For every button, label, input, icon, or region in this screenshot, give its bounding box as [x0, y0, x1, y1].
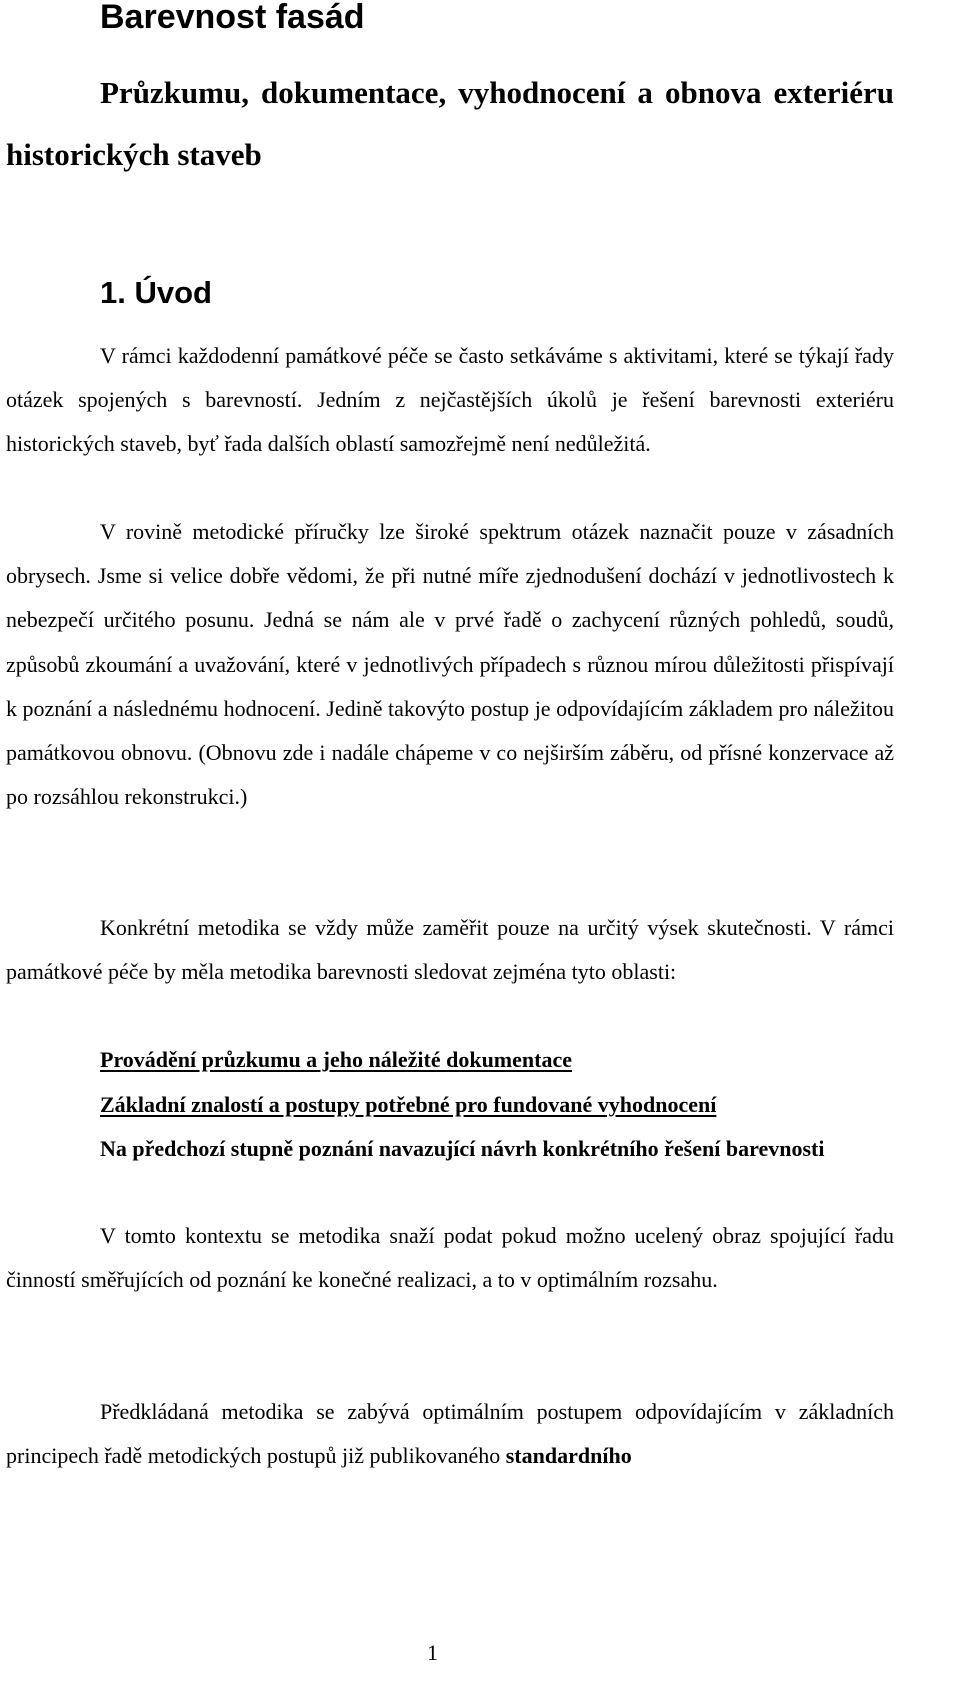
paragraph-last: [6, 1390, 894, 1478]
subtitle-text: Průzkumu, dokumentace, vyhodnocení a obnova exteriéru historických staveb: [6, 75, 894, 172]
list-item: [6, 1083, 894, 1127]
paragraph-last-text: Předkládaná metodika se zabývá optimálním postupem odpovídajícím v základních principech řadě metodických postupů již publikovaného: [6, 1399, 894, 1469]
section-heading: 1. Úvod: [100, 275, 212, 310]
page-number: 1: [427, 1640, 438, 1665]
paragraph-intro: V rámci každodenní památkové péče se často setkáváme s aktivitami, které se týkají řady otázek spojených s barevností. Jedním z nejčastějších úkolů je řešení barevnosti exteriéru historických staveb, byť řada dalších oblastí samozřejmě není nedůležitá.: [6, 343, 894, 457]
list-item-text: Základní znalostí a postupy potřebné pro fundované vyhodnocení: [100, 1092, 717, 1117]
list-item: [6, 1038, 894, 1082]
list-item: Na předchozí stupně poznání navazující návrh konkrétního řešení barevnosti: [100, 1136, 825, 1161]
paragraph-focus: Konkrétní metodika se vždy může zaměřit pouze na určitý výsek skutečnosti. V rámci památkové péče by měla metodika barevnosti sledovat zejména tyto oblasti:: [6, 915, 894, 985]
document-subtitle: [6, 62, 894, 186]
list-item-text: Provádění průzkumu a jeho náležité dokumentace: [100, 1047, 572, 1072]
paragraph-context: V tomto kontextu se metodika snaží podat pokud možno ucelený obraz spojující řadu činností směřujících od poznání ke konečné realizaci, a to v optimálním rozsahu.: [6, 1223, 894, 1293]
paragraph-scope: V rovině metodické příručky lze široké spektrum otázek naznačit pouze v zásadních obrysech. Jsme si velice dobře vědomi, že při nutné míře zjednodušení dochází v jednotlivostech k nebezpečí určitého posunu. Jedná se nám ale v prvé řadě o zachycení různých pohledů, soudů, způsobů zkoumání a uvažování, které v jednotlivých případech s různou mírou důležitosti přispívají k poznání a následnému hodnocení. Jedině takovýto postup je odpovídajícím základem pro náležitou památkovou obnovu. (Obnovu zde i nadále chápeme v co nejširším záběru, od přísné konzervace až po rozsáhlou rekonstrukci.): [6, 519, 894, 810]
paragraph-last-bold: standardního: [505, 1443, 632, 1469]
document-title: Barevnost fasád: [100, 0, 365, 36]
